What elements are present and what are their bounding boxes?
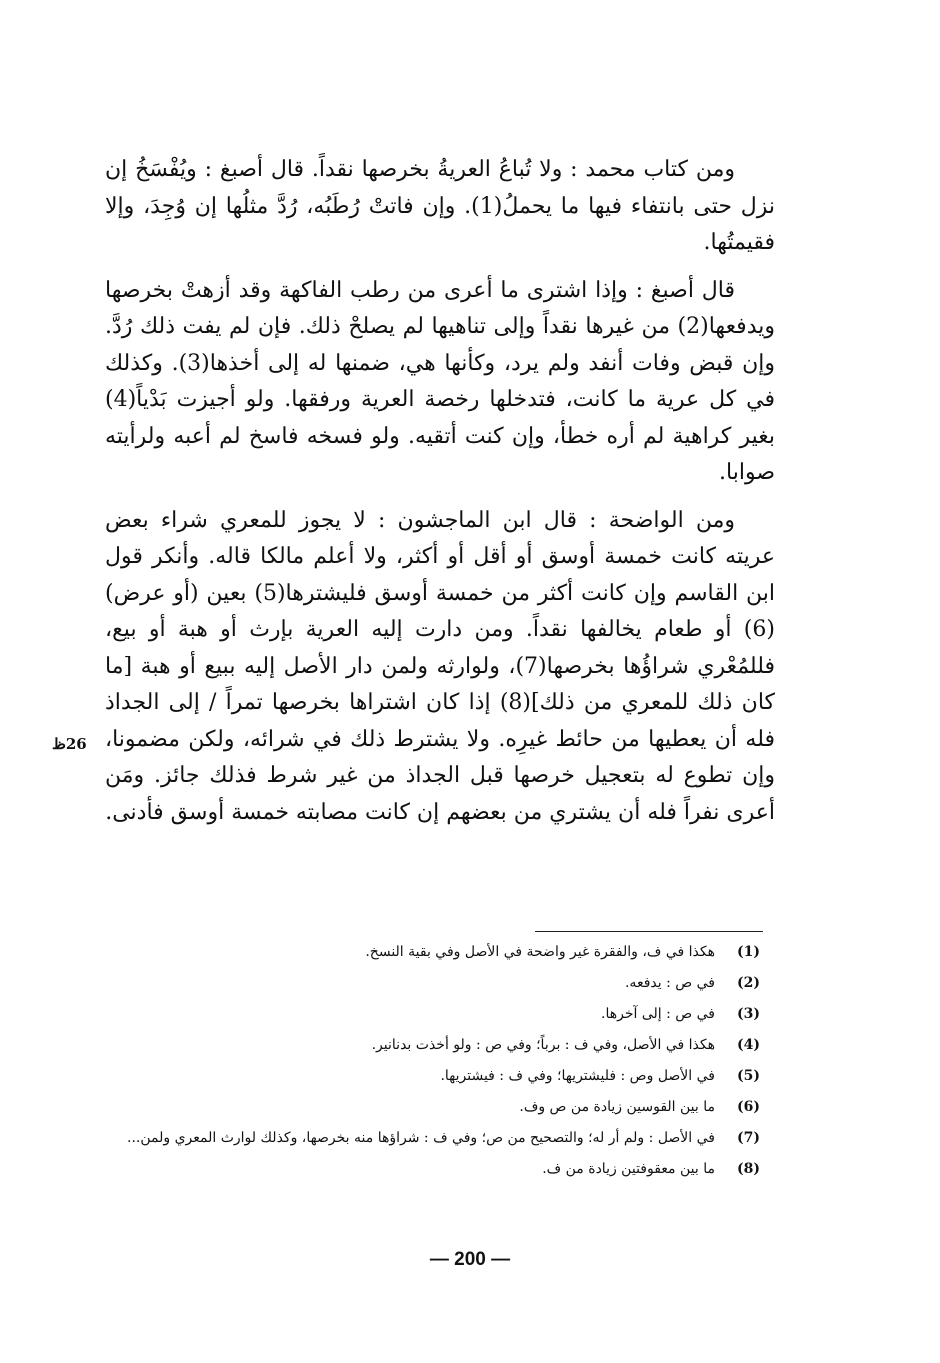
footnote-item: [90, 1004, 760, 1024]
footnote-item: [90, 1128, 760, 1148]
footnote-text: في الأصل وص : فليشتريها؛ وفي ف : فيشتريها.: [440, 1068, 715, 1084]
footnote-item: [90, 1035, 760, 1055]
paragraph-2: قال أصبغ : وإذا اشترى ما أعرى من رطب الفاكهة وقد أزهتْ بخرصها ويدفعها(2) من غيرها نقداً وإلى تناهيها لم يصلحْ ذلك. فإن لم يفت ذلك رُدَّ. وإن قبض وفات أنفد ولم يرد، وكأنها هي، ضمنها له إلى أخذها(3). وكذلك في كل عرية ما كانت، فتدخلها رخصة العرية ورفقها. ولو أجيزت بَدْياً(4) بغير كراهية لم أره خطأ، وإن كنت أتقيه. ولو فسخه فاسخ لم أعبه ولرأيته صوابا.: [105, 277, 775, 485]
footnote-text: في الأصل : ولم أر له؛ والتصحيح من ص؛ وفي ف : شراؤها منه بخرصها، وكذلك لوارث المعري ولمن...: [127, 1130, 715, 1146]
page-number: — 200 —: [429, 1249, 511, 1270]
footnote-item: [90, 1097, 760, 1117]
footnote-text: ما بين القوسين زيادة من ص وف.: [519, 1099, 715, 1115]
footnote-number: (7): [737, 1130, 760, 1146]
manuscript-folio-note: 26ظ: [52, 735, 87, 753]
footnotes: [90, 942, 760, 1190]
footnote-item: [90, 1066, 760, 1086]
footnote-item: [90, 973, 760, 993]
footnote-number: (5): [737, 1068, 760, 1084]
paragraph-1: ومن كتاب محمد : ولا تُباعُ العريةُ بخرصها نقداً. قال أصبغ : ويُفْسَخُ إن نزل حتى بانتفاء فيها ما يحملُ(1). وإن فاتتْ رُطَبُه، رُدَّ مثلُها إن وُجِدَ، وإلا فقيمتُها.: [105, 157, 776, 255]
footnote-number: (1): [737, 944, 760, 960]
footnote-divider: [535, 931, 763, 932]
footnote-text: في ص : يدفعه.: [624, 975, 715, 991]
footnote-item: [90, 942, 760, 962]
main-text: [105, 152, 775, 831]
footnote-text: هكذا في ف، والفقرة غير واضحة في الأصل وفي بقية النسخ.: [365, 944, 715, 960]
footnote-text: ما بين معقوفتين زيادة من ف.: [542, 1161, 715, 1177]
footnote-item: [90, 1159, 760, 1179]
footnote-number: (4): [737, 1037, 760, 1053]
footnote-text: هكذا في الأصل، وفي ف : برباً؛ وفي ص : ولو أخذت بدنانير.: [371, 1037, 715, 1053]
footnote-number: (8): [737, 1161, 760, 1177]
paragraph-3: ومن الواضحة : قال ابن الماجشون : لا يجوز للمعري شراء بعض عريته كانت خمسة أوسق أو أقل أو أكثر، ولا أعلم مالكا قاله. وأنكر قول ابن القاسم وإن كانت أكثر من خمسة أوسق فليشترها(5) بعين (أو عرض)(6) أو طعام يخالفها نقداً. ومن دارت إليه العرية بإرث أو هبة أو بيع، فللمُعْري شراؤُها بخرصها(7)، ولوارثه ولمن دار الأصل إليه ببيع أو هبة [ما كان ذلك للمعري من ذلك](8) إذا كان اشتراها بخرصها تمراً / إلى الجداذ فله أن يعطيها من حائط غيرِه. ولا يشترط ذلك في شرائه، ولكن مضمونا، وإن تطوع له بتعجيل خرصها قبل الجداذ من غير شرط فذلك جائز. ومَن أعرى نفراً فله أن يشتري من بعضهم إن كانت مصابته خمسة أوسق فأدنى.: [105, 507, 775, 825]
footnote-number: (6): [737, 1099, 760, 1115]
footnote-number: (3): [737, 1006, 760, 1022]
footnote-text: في ص : إلى آخرها.: [601, 1006, 715, 1022]
footnote-number: (2): [737, 975, 760, 991]
